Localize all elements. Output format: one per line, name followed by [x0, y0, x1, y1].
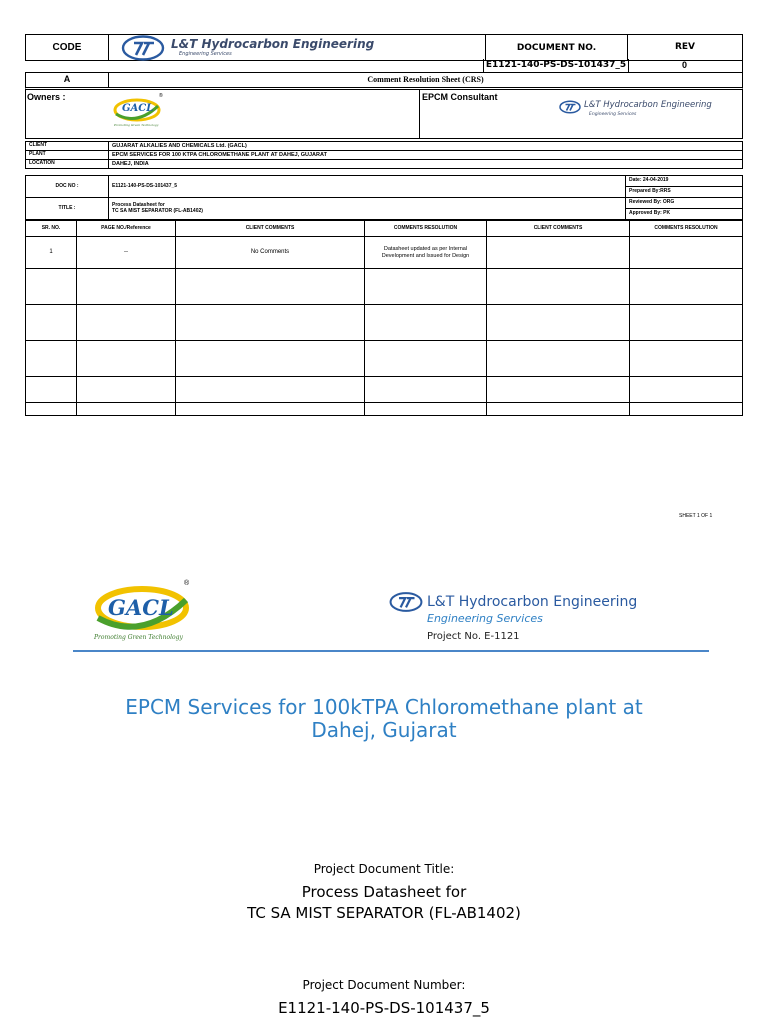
cover-gacl-tagline: Promoting Green Technology — [94, 634, 183, 641]
cover-doc-title-line-2: TC SA MIST SEPARATOR (FL-AB1402) — [247, 904, 521, 922]
crs-sheet — [25, 34, 743, 259]
epcm-company-name: L&T Hydrocarbon Engineering — [584, 100, 712, 110]
row1-client-comments-2 — [487, 237, 630, 269]
crs-header — [25, 34, 743, 61]
row1-resolution — [365, 237, 487, 269]
col-page-ref: PAGE NO./Reference — [77, 221, 176, 237]
approved-cell: Approved By: PK — [626, 209, 743, 220]
cover-gacl-registered: ® — [184, 580, 190, 587]
crs-title-row — [25, 72, 743, 88]
cover-doc-number-label: Project Document Number: — [302, 978, 466, 992]
doc-no-label-header — [486, 35, 628, 61]
cover-gacl-logo — [92, 582, 202, 644]
row1-resolution-line-1: Datasheet updated as per Internal — [383, 246, 468, 253]
owners-row — [25, 87, 743, 139]
epcm-company-sub: Engineering Services — [589, 112, 637, 117]
code-value: A — [26, 73, 109, 88]
row1-client-comments: No Comments — [176, 237, 365, 269]
cover-title-line-2: Dahej, Gujarat — [311, 718, 457, 742]
comments-table — [25, 220, 743, 416]
owner-gacl-tagline: Promoting Green Technology — [114, 123, 159, 127]
header-company-sub: Engineering Services — [179, 51, 232, 57]
epcm-label: EPCM Consultant — [422, 92, 498, 102]
title-line-2: TC SA MIST SEPARATOR (FL-AB1402) — [112, 207, 203, 214]
row1-resolution-2 — [630, 237, 743, 269]
owner-gacl-logo — [112, 93, 172, 130]
cover-title — [40, 696, 728, 742]
header-logo-cell — [109, 35, 486, 61]
lt-logo-icon — [121, 35, 165, 61]
owner-gacl-word: GACL — [122, 103, 154, 114]
sheet-count: SHEET 1 OF 1 — [679, 513, 713, 519]
owners-label: Owners : — [27, 92, 66, 102]
table-row — [26, 269, 743, 305]
cover-gacl-word: GACL — [108, 595, 174, 620]
row1-resolution-line-2: Development and Issued for Design — [381, 252, 470, 259]
reviewed-cell: Reviewed By: ORG — [626, 198, 743, 209]
table-row — [26, 305, 743, 341]
cover-lt-logo-icon — [389, 590, 423, 614]
rev-value-box — [627, 59, 743, 73]
col-client-comments-2: CLIENT COMMENTS — [487, 221, 630, 237]
location-label: LOCATION — [26, 160, 109, 169]
table-row — [26, 403, 743, 416]
location-value: DAHEJ, INDIA — [109, 160, 743, 169]
col-comments-resolution-2: COMMENTS RESOLUTION — [630, 221, 743, 237]
table-row — [26, 237, 743, 269]
title-line-1: Process Datasheet for — [112, 202, 165, 208]
rev-value: 0 — [681, 60, 687, 70]
cover-company-sub: Engineering Services — [427, 612, 543, 625]
doc-no-label: DOCUMENT NO. — [516, 42, 597, 53]
cover-doc-number — [40, 978, 728, 1017]
doc-no-value: E1121-140-PS-DS-101437_5 — [485, 60, 627, 70]
cover-company-name: L&T Hydrocarbon Engineering — [427, 594, 638, 610]
plant-label: PLANT — [26, 151, 109, 160]
cover-doc-title — [40, 862, 728, 924]
project-info-table — [25, 141, 743, 169]
title-label: TITLE : — [26, 198, 109, 220]
col-client-comments: CLIENT COMMENTS — [176, 221, 365, 237]
cover-title-line-1: EPCM Services for 100kTPA Chloromethane plant at — [125, 695, 643, 719]
header-company-name: L&T Hydrocarbon Engineering — [171, 37, 375, 51]
cover-divider — [73, 650, 709, 652]
epcm-lt-logo-icon — [559, 100, 581, 114]
doc-title-table — [25, 175, 743, 220]
cover-doc-title-label: Project Document Title: — [313, 862, 455, 876]
client-label: CLIENT — [26, 142, 109, 151]
comments-header-row — [26, 221, 743, 237]
owner-gacl-registered: ® — [159, 93, 163, 99]
cover-project-no: Project No. E-1121 — [427, 631, 520, 642]
date-cell: Date: 24-04-2019 — [626, 176, 743, 187]
row1-page: -- — [77, 237, 176, 269]
plant-value: EPCM SERVICES FOR 100 KTPA CHLOROMETHANE PLANT AT DAHEJ, GUJARAT — [109, 151, 743, 160]
rev-label: REV — [628, 35, 743, 61]
table-row — [26, 341, 743, 377]
title-value — [109, 198, 626, 220]
col-sr-no: SR. NO. — [26, 221, 77, 237]
row1-sr: 1 — [26, 237, 77, 269]
code-label: CODE — [26, 35, 109, 61]
client-value: GUJARAT ALKALIES AND CHEMICALS Ltd. (GACL) — [109, 142, 743, 151]
owners-divider — [419, 90, 420, 138]
prepared-cell: Prepared By:RRS — [626, 187, 743, 198]
cover-doc-number-value: E1121-140-PS-DS-101437_5 — [278, 999, 490, 1017]
doc-no-value-box — [483, 59, 629, 73]
col-comments-resolution: COMMENTS RESOLUTION — [365, 221, 487, 237]
cover-doc-title-line-1: Process Datasheet for — [301, 883, 467, 901]
docno-value: E1121-140-PS-DS-101437_5 — [109, 176, 626, 198]
docno-label: DOC NO : — [26, 176, 109, 198]
sheet-title: Comment Resolution Sheet (CRS) — [109, 73, 743, 88]
table-row — [26, 377, 743, 403]
